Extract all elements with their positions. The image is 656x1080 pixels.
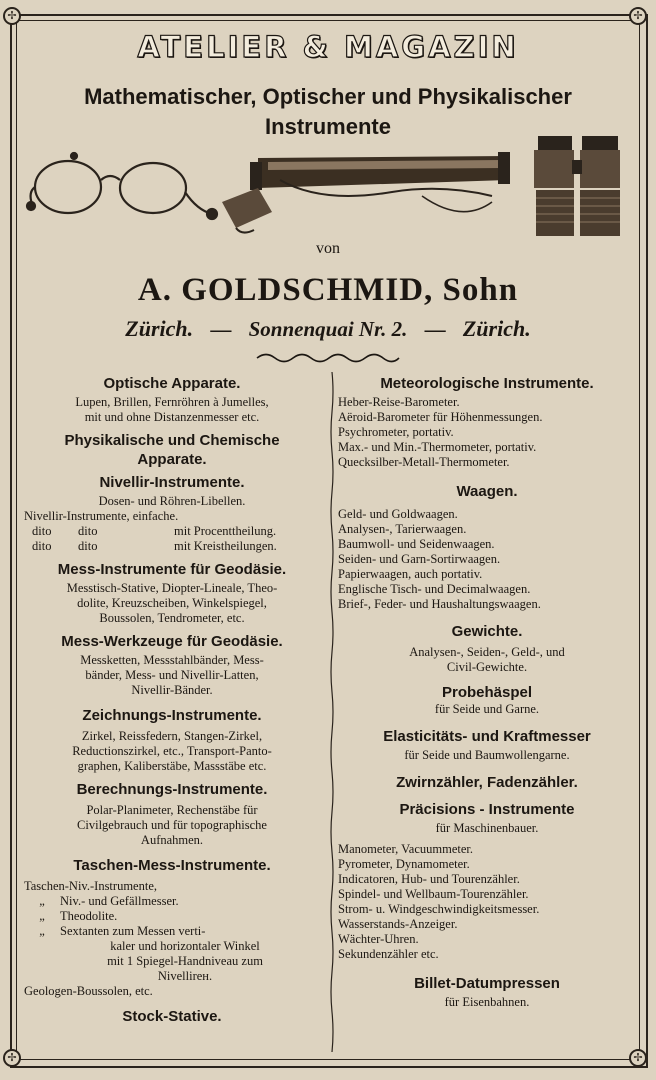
section-probe: Probehäspel für Seide und Garne. bbox=[338, 683, 636, 717]
section-title: Taschen-Mess-Instrumente. bbox=[73, 857, 271, 874]
section-title: Mess-Werkzeuge für Geodäsie. bbox=[61, 633, 283, 650]
section-title: Gewichte. bbox=[451, 623, 523, 640]
page-subtitle: Mathematischer, Optischer und Physikalischer Instrumente bbox=[84, 84, 572, 139]
left-column bbox=[24, 374, 320, 1026]
section-werkzeuge: Mess-Werkzeuge für Geodäsie. Messketten, Messstahlbänder, Mess- bänder, Mess- und Nivellir-Latten, Nivellir-Bänder. bbox=[24, 632, 320, 698]
section-title: Optische Apparate. bbox=[103, 375, 241, 392]
page-title: ATELIER & MAGAZIN bbox=[137, 30, 519, 64]
section-title: Zeichnungs-Instrumente. bbox=[82, 707, 262, 724]
section-title: Präcisions - Instrumente bbox=[399, 801, 575, 818]
corner-ornament-icon: ✢ bbox=[629, 1049, 647, 1067]
von-label: von bbox=[316, 240, 340, 257]
section-title: Mess-Instrumente für Geodäsie. bbox=[57, 561, 287, 578]
column-divider bbox=[330, 372, 334, 1052]
pince-nez-icon bbox=[27, 153, 217, 219]
telescope-icon bbox=[222, 152, 510, 233]
section-gewichte: Gewichte. Analysen-, Seiden-, Geld-, und Civil-Gewichte. bbox=[338, 622, 636, 675]
corner-ornament-icon: ✢ bbox=[629, 7, 647, 25]
section-title: Apparate. bbox=[137, 451, 207, 468]
firm-name: A. GOLDSCHMID, Sohn bbox=[137, 272, 519, 308]
section-title: Zwirnzähler, Fadenzähler. bbox=[396, 774, 578, 791]
section-title: Nivellir-Instrumente. bbox=[99, 474, 245, 491]
section-title: Probehäspel bbox=[441, 684, 533, 701]
section-waagen: Waagen. Geld- und Goldwaagen. Analysen-, Tarierwaagen. Baumwoll- und Seidenwaagen. Seiden- und Garn-Sortirwaagen. Papierwaagen, auch portativ. Englische Tisch- und Decimalwaagen. Brief-, Feder- und Haushaltungswaagen. bbox=[338, 482, 636, 612]
ornament-divider-icon bbox=[255, 352, 401, 364]
section-physikalische bbox=[24, 431, 320, 469]
section-title: Physikalische und Chemische bbox=[64, 432, 280, 449]
section-mess-geodaesie: Mess-Instrumente für Geodäsie. Messtisch-Stative, Diopter-Lineale, Theo- dolite, Kreuzscheiben, Winkelspiegel, Boussolen, Tendrometer, etc. bbox=[24, 560, 320, 626]
corner-ornament-icon: ✢ bbox=[3, 1049, 21, 1067]
section-zwirn bbox=[338, 773, 636, 792]
right-column bbox=[338, 374, 636, 1010]
section-title: Elasticitäts- und Kraftmesser bbox=[383, 728, 591, 745]
section-praezision: Präcisions - Instrumente für Maschinenbauer. Manometer, Vacuummeter. Pyrometer, Dynamometer. Indicatoren, Hub- und Tourenzähler. Spindel- und Wellbaum-Tourenzähler. Strom- u. Windgeschwindigkeitsmesser. Wasserstands-Anzeiger. Wächter-Uhren. Sekundenzähler etc. bbox=[338, 800, 636, 962]
section-berechnung: Berechnungs-Instrumente. Polar-Planimeter, Rechenstäbe für Civilgebrauch und für topographische Aufnahmen. bbox=[24, 780, 320, 848]
section-elast: Elasticitäts- und Kraftmesser für Seide und Baumwollengarne. bbox=[338, 727, 636, 763]
instrument-illustration bbox=[22, 132, 634, 242]
address-line: Zürich. — Sonnenquai Nr. 2. — Zürich. bbox=[125, 316, 531, 341]
section-title: Meteorologische Instrumente. bbox=[380, 375, 594, 392]
section-zeichnung: Zeichnungs-Instrumente. Zirkel, Reissfedern, Stangen-Zirkel, Reductionszirkel, etc., Transport-Panto- graphen, Kaliberstäbe, Massstäbe etc. bbox=[24, 706, 320, 774]
section-taschen: Taschen-Mess-Instrumente. Taschen-Niv.-Instrumente, „ Niv.- und Gefällmesser. „ Theodolite. „ Sextanten zum Messen verti- kaler und horizontaler Winkel mit 1 Spiegel-Handniveau zum Nivellirен. Geologen-Boussolen, etc. bbox=[24, 856, 320, 999]
section-stock bbox=[24, 1007, 320, 1026]
section-nivellir: Nivellir-Instrumente. Dosen- und Röhren-Libellen. Nivellir-Instrumente, einfache. dito dito mit Procenttheilung. dito dito mit Kreistheilungen. bbox=[24, 473, 320, 554]
corner-ornament-icon: ✢ bbox=[3, 7, 21, 25]
section-title: Billet-Datumpressen bbox=[414, 975, 560, 992]
section-billet: Billet-Datumpressen für Eisenbahnen. bbox=[338, 974, 636, 1010]
section-title: Waagen. bbox=[456, 483, 518, 500]
section-meteo: Meteorologische Instrumente. Heber-Reise-Barometer. Aëroid-Barometer für Höhenmessungen. Psychrometer, portativ. Max.- und Min.-Thermometer, portativ. Quecksilber-Metall-Thermometer. bbox=[338, 374, 636, 470]
section-title: Stock-Stative. bbox=[122, 1008, 222, 1025]
section-title: Berechnungs-Instrumente. bbox=[76, 781, 268, 798]
section-optische: Optische Apparate. Lupen, Brillen, Fernröhren à Jumelles, mit und ohne Distanzenmesser etc. bbox=[24, 374, 320, 425]
binoculars-icon bbox=[534, 136, 620, 236]
